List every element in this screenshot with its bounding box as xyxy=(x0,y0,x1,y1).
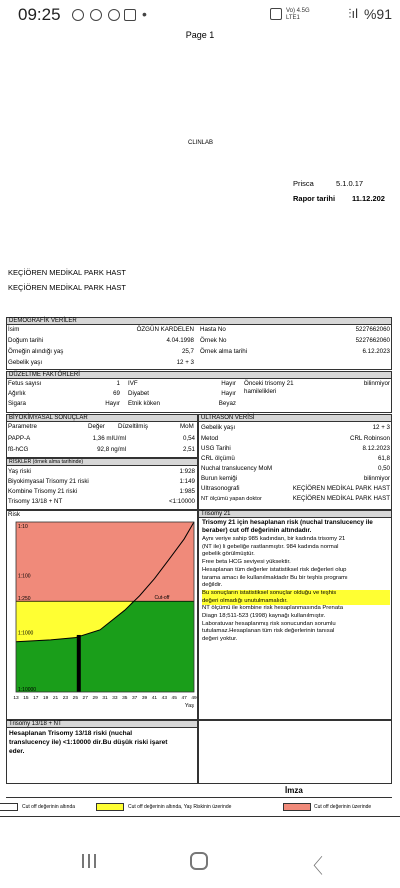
t21-heading: Trisomy 21 için hesaplanan risk (nuchal translucency ile beraber) cut off değerinin altındadır. xyxy=(202,519,373,534)
us-value: CRL Robinson xyxy=(349,435,390,442)
x-tick-label: 33 xyxy=(112,696,118,701)
demo-value: 25,7 xyxy=(181,348,194,355)
biochem-param: PAPP-A xyxy=(8,435,31,442)
legend-swatch-low xyxy=(0,803,18,811)
notification-icon xyxy=(72,9,84,21)
cutoff-label: Cut-off xyxy=(154,595,170,602)
us-value: bilinmiyor xyxy=(363,475,390,482)
demo-value: 4.04.1998 xyxy=(166,337,194,344)
x-tick-label: 21 xyxy=(52,696,59,701)
chrome-icon xyxy=(90,9,102,21)
corr-value: Hayır xyxy=(221,380,236,387)
t21-line: Diagn 18;511-523 (1998) kaynağı kullanılmıştır. xyxy=(202,613,326,620)
demo-label: Hasta No xyxy=(200,326,226,333)
t21-line: Bu sonuçların istatistiksel sonuçlar olduğu ve teşhis xyxy=(202,590,390,598)
t1318-line: translucency ile) <1:10000 dir.Bu düşük riski işaret xyxy=(9,739,168,746)
x-tick-label: 13 xyxy=(13,696,19,701)
hospital-line-2: KEÇİÖREN MEDİKAL PARK HAST xyxy=(8,283,126,292)
t21-line: Laboratuvar hesaplanmış risk sonucundan sorumlu xyxy=(202,620,336,627)
legend-swatch-high xyxy=(283,803,311,811)
demo-value: 5227662060 xyxy=(355,337,390,344)
battery-level: %91 xyxy=(363,6,392,22)
demo-label: Örnek alma tarihi xyxy=(200,348,248,355)
t1318-title: Trisomy 13/18 + NT xyxy=(6,720,198,728)
patient-risk-marker xyxy=(77,635,81,692)
t21-text xyxy=(202,536,390,644)
corr-value: bilinmiyor xyxy=(363,380,390,387)
x-tick-label: 15 xyxy=(23,696,29,701)
back-icon[interactable]: 〈 xyxy=(303,856,323,878)
t21-line: değildir. xyxy=(202,582,223,589)
ultrasound-title: ULTRASON VERİSİ xyxy=(198,414,392,422)
t21-title: Trisomy 21 xyxy=(198,510,392,518)
demo-label: Örneğin alındığı yaş xyxy=(8,348,64,355)
t21-line: Free beta HCG seviyesi yüksektir. xyxy=(202,559,291,566)
x-tick-label: 39 xyxy=(141,696,148,701)
risk-value: 1:985 xyxy=(179,488,195,495)
biochem-value: 92,8 ng/ml xyxy=(97,446,126,453)
biochem-mom: 2,51 xyxy=(182,446,195,453)
risk-value: <1:10000 xyxy=(169,498,195,505)
us-label: Ultrasonografi xyxy=(201,485,240,492)
network-label: Vo) 4.5G LTE1 xyxy=(286,8,310,21)
t21-line: Aynı veriye sahip 985 kadından, bir kadında trisomy 21 xyxy=(202,536,346,542)
us-value: 12 + 3 xyxy=(372,424,390,431)
y-tick-label: 1:1000 xyxy=(18,630,34,637)
sync-icon xyxy=(108,9,120,21)
x-tick-label: 43 xyxy=(161,696,168,701)
t1318-text xyxy=(9,729,195,756)
biochem-mom: 0,54 xyxy=(182,435,195,442)
us-label: CRL ölçümü xyxy=(201,455,235,462)
us-label: Burun kemiği xyxy=(201,475,238,482)
y-tick-label: 1:10 xyxy=(18,524,28,530)
page-number: Page 1 xyxy=(185,30,215,40)
x-tick-label: 35 xyxy=(122,696,128,701)
x-tick-label: 49 xyxy=(191,696,197,701)
demo-label: Doğum tarihi xyxy=(8,337,44,344)
us-value: 8.12.2023 xyxy=(362,445,390,452)
corr-label: Fetus sayısı xyxy=(8,380,42,387)
corr-value: 1 xyxy=(116,380,120,387)
demo-label: Örnek No xyxy=(200,337,227,344)
demographics-title: DEMOGRAFİK VERİLER xyxy=(6,317,392,325)
us-value: 0,50 xyxy=(377,465,390,472)
x-tick-label: 47 xyxy=(181,696,187,701)
legend-label: Cut off değerinin üzerinde xyxy=(314,804,372,810)
risk-label: Kombine Trisomy 21 riski xyxy=(8,488,78,495)
biochem-param: fß-hCG xyxy=(8,446,29,453)
x-tick-label: 23 xyxy=(62,696,69,701)
recent-apps-icon[interactable] xyxy=(82,854,96,868)
risk-label: Yaş riski xyxy=(8,468,31,475)
demo-label: Gebelik yaşı xyxy=(8,359,43,366)
risk-chart xyxy=(6,518,198,718)
t21-line: gebelik görülmüştür. xyxy=(202,551,255,558)
divider xyxy=(0,816,400,817)
corr-label: IVF xyxy=(128,380,138,387)
status-time: 09:25 xyxy=(18,5,61,24)
t21-line: Hesaplanan tüm değerler istatistiksel risk değerleri olup xyxy=(202,566,347,573)
divider xyxy=(6,797,392,798)
more-dot-icon: • xyxy=(142,6,147,22)
x-tick-label: 27 xyxy=(82,696,88,701)
signature-label: İmza xyxy=(285,786,303,795)
legend-swatch-mid xyxy=(96,803,124,811)
corr-value: Hayır xyxy=(221,390,236,397)
t21-line: değeri olmadığı unutulmamalıdır. xyxy=(202,598,390,606)
software-name: Prisca xyxy=(293,179,314,188)
corr-label: Ağırlık xyxy=(8,390,26,397)
x-tick-label: 29 xyxy=(92,696,98,701)
t21-line: değeri yoktur. xyxy=(202,636,238,643)
report-date: 11.12.202 xyxy=(352,194,385,203)
lab-name: CLINLAB xyxy=(188,140,214,146)
x-tick-label: 45 xyxy=(171,696,177,701)
y-tick-label: 1:250 xyxy=(18,596,31,603)
corr-label: Etnik köken xyxy=(128,400,160,407)
legend-label: Cut off değerinin altında, Yaş Riskinin üzerinde xyxy=(128,804,232,810)
signal-icon: ⫶ıl xyxy=(348,6,358,21)
chart-title: Risk xyxy=(8,511,21,518)
corr-label: Önceki trisomy 21 xyxy=(244,380,294,387)
t1318-line: Hesaplanan Trisomy 13/18 riski (nuchal xyxy=(9,730,133,737)
alarm-icon xyxy=(270,8,282,20)
risk-value: 1:149 xyxy=(179,478,195,485)
us-label: USG Tarihi xyxy=(201,445,231,452)
biochem-title: BİYOKİMYASAL SONUÇLAR xyxy=(6,414,198,422)
y-tick-label: 1:100 xyxy=(18,573,31,580)
x-tick-label: 41 xyxy=(151,696,158,701)
biochem-header: Değer xyxy=(88,423,105,430)
home-button[interactable] xyxy=(190,852,208,870)
t21-line: tutulamaz.Hesaplanan tüm risk değerlerinin tanısal xyxy=(202,628,335,635)
hospital-line-1: KEÇİÖREN MEDİKAL PARK HAST xyxy=(8,268,126,277)
report-date-label: Rapor tarihi xyxy=(293,194,336,203)
biochem-header: MoM xyxy=(180,423,194,430)
risks-title: RİSKLER (örnek alma tarihinde) xyxy=(6,458,198,466)
x-tick-label: 37 xyxy=(131,696,138,701)
corr-value: Beyaz xyxy=(218,400,236,407)
x-tick-label: 25 xyxy=(72,696,79,701)
risk-label: Biyokimyasal Trisomy 21 riski xyxy=(8,478,89,485)
report-page xyxy=(0,48,400,838)
us-label: NT ölçümü yapan doktor xyxy=(201,496,262,502)
t21-line: NT ölçümü ile kombine risk hesaplanmasında Prenata xyxy=(202,605,344,612)
demo-label: İsim xyxy=(8,326,20,333)
x-tick-label: 31 xyxy=(102,696,108,701)
us-label: Gebelik yaşı xyxy=(201,424,236,431)
us-value: KEÇİÖREN MEDİKAL PARK HAST xyxy=(292,485,390,492)
gallery-icon xyxy=(124,9,136,21)
risk-value: 1:928 xyxy=(179,468,195,475)
demo-value: 5227662060 xyxy=(355,326,390,333)
biochem-value: 1,36 mIU/ml xyxy=(92,435,126,442)
navigation-bar xyxy=(0,838,400,888)
software-version: 5.1.0.17 xyxy=(336,179,364,188)
biochem-header: Parametre xyxy=(8,423,37,430)
t1318-line: eder. xyxy=(9,748,25,755)
demo-value: 12 + 3 xyxy=(176,359,194,366)
demo-value: 6.12.2023 xyxy=(362,348,390,355)
biochem-header: Düzeltilmiş xyxy=(118,423,148,430)
corr-label: Sigara xyxy=(8,400,26,407)
risk-label: Trisomy 13/18 + NT xyxy=(8,498,63,505)
y-tick-label: 1:10000 xyxy=(18,687,37,693)
t21-line: tarama amacı ile kullanılmaktadır Bu bir teşhis programı xyxy=(202,574,348,581)
correction-title: DÜZELTME FAKTÖRLERİ xyxy=(6,371,392,379)
x-axis-label: Yaş xyxy=(184,703,194,709)
t1318-empty-box xyxy=(198,720,392,784)
us-label: Nuchal translucency MoM xyxy=(201,465,273,472)
x-tick-label: 19 xyxy=(42,696,49,701)
t21-line: (NT ile) li gebeliğe rastlanmıştır. 984 kadında normal xyxy=(202,543,339,550)
x-tick-label: 17 xyxy=(33,696,39,701)
corr-label: hamilelikleri xyxy=(244,388,277,395)
demo-value: ÖZGÜN KARDELEN xyxy=(136,326,194,333)
legend-label: Cut off değerinin altında xyxy=(22,804,76,810)
us-value: 61,8 xyxy=(377,455,390,462)
us-value: KEÇİÖREN MEDİKAL PARK HAST xyxy=(292,495,390,502)
corr-value: 69 xyxy=(113,390,120,397)
corr-value: Hayır xyxy=(105,400,120,407)
us-label: Metod xyxy=(201,435,219,442)
corr-label: Diyabet xyxy=(128,390,149,397)
